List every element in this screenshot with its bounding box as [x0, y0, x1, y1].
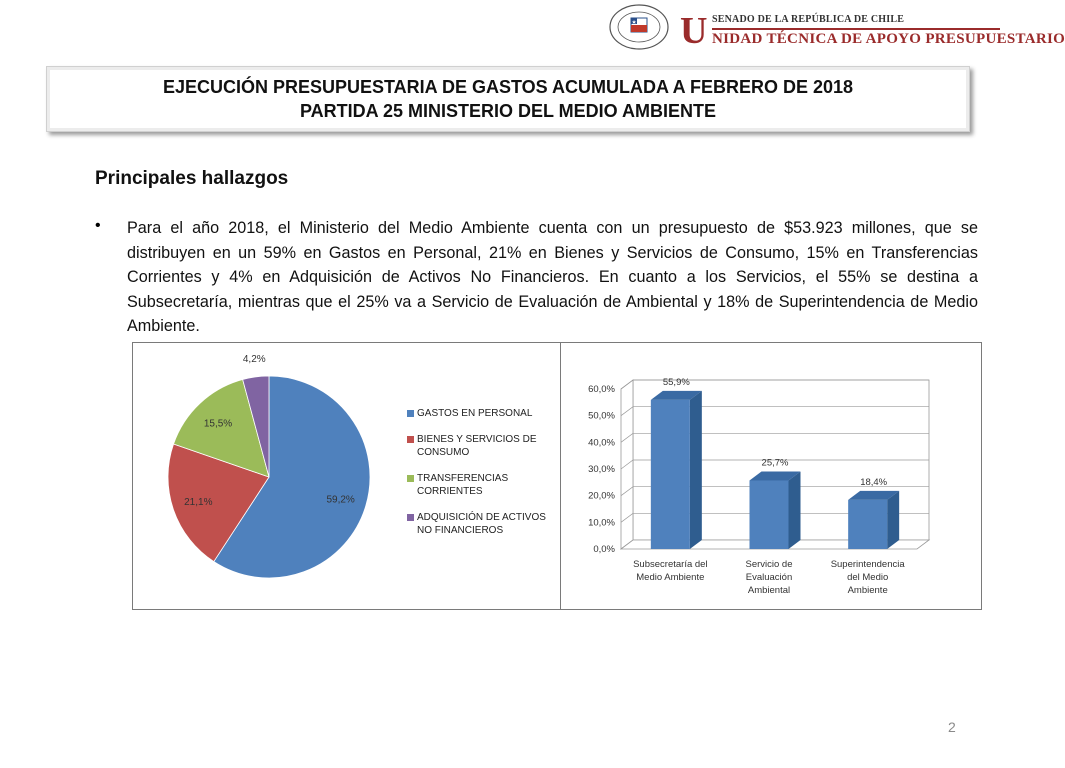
legend-swatch — [407, 514, 414, 521]
pie-legend-item — [407, 511, 557, 537]
legend-label: GASTOS EN PERSONAL — [417, 408, 533, 419]
bullet-marker: • — [95, 217, 101, 234]
section-heading: Principales hallazgos — [95, 168, 289, 189]
legend-label: TRANSFERENCIAS CORRIENTES — [417, 473, 509, 497]
y-tick-label: 20,0% — [588, 490, 615, 502]
x-category-label: Subsecretaría del Medio Ambiente — [633, 559, 708, 583]
bar-data-label: 55,9% — [662, 376, 690, 388]
brand-top-text: SENADO DE LA REPÚBLICA DE CHILE — [712, 14, 905, 25]
pie-data-label: 4,2% — [242, 353, 266, 365]
pie-data-label: 15,5% — [203, 418, 233, 430]
title-box — [46, 66, 970, 132]
pie-legend-item — [407, 472, 557, 498]
pie-data-label: 21,1% — [184, 497, 213, 509]
y-tick-label: 0,0% — [593, 544, 615, 555]
pie-data-label: 59,2% — [326, 494, 355, 506]
page-number: 2 — [948, 719, 956, 735]
y-tick-label: 40,0% — [588, 437, 615, 449]
body-paragraph: Para el año 2018, el Ministerio del Medio Ambiente cuenta con un presupuesto de $53.923 millones, que se distribuyen en un 59% en Gastos en Personal, 21% en Bienes y Servicios de Consumo, 15% en Transferencias Corrientes y 4% en Adquisición de Activos No Financieros. En cuanto a los Servicios, el 55% se destina a Subsecretaría, mientras que el 25% va a Servicio de Evaluación de Ambiental y 18% de Superintendencia de Medio Ambiente. — [127, 219, 978, 335]
legend-swatch — [407, 436, 414, 443]
legend-label: ADQUISICIÓN DE ACTIVOS NO FINANCIEROS — [417, 512, 546, 536]
y-tick-label: 10,0% — [588, 517, 615, 529]
bar — [651, 391, 702, 549]
bar-data-label: 18,4% — [860, 476, 888, 488]
pie-legend-item — [407, 433, 557, 459]
legend-swatch — [407, 475, 414, 482]
pie-legend — [407, 407, 557, 550]
legend-label: BIENES Y SERVICIOS DE CONSUMO — [417, 434, 537, 458]
bar-data-label: 25,7% — [761, 457, 789, 469]
y-tick-label: 50,0% — [588, 410, 615, 422]
title-line-1: EJECUCIÓN PRESUPUESTARIA DE GASTOS ACUMULADA A FEBRERO DE 2018 — [162, 77, 854, 97]
legend-swatch — [407, 410, 414, 417]
bar-chart — [561, 343, 981, 609]
x-category-label: Superintendencia del Medio Ambiente — [830, 559, 905, 596]
pie-legend-item — [407, 407, 557, 420]
bar — [750, 471, 801, 549]
title-line-2: PARTIDA 25 MINISTERIO DEL MEDIO AMBIENTE — [299, 101, 717, 121]
brand-divider — [712, 28, 1000, 30]
pie-chart-frame — [132, 342, 563, 610]
brand-initial: U — [680, 10, 708, 52]
brand-bottom-text: NIDAD TÉCNICA DE APOYO PRESUPUESTARIO — [712, 31, 1065, 47]
y-tick-label: 60,0% — [588, 384, 615, 395]
y-tick-label: 30,0% — [588, 464, 615, 475]
x-category-label: Servicio de Evaluación Ambiental — [745, 559, 793, 596]
bar — [848, 491, 899, 549]
bar-chart-frame — [560, 342, 982, 610]
senado-seal-logo — [609, 4, 669, 50]
